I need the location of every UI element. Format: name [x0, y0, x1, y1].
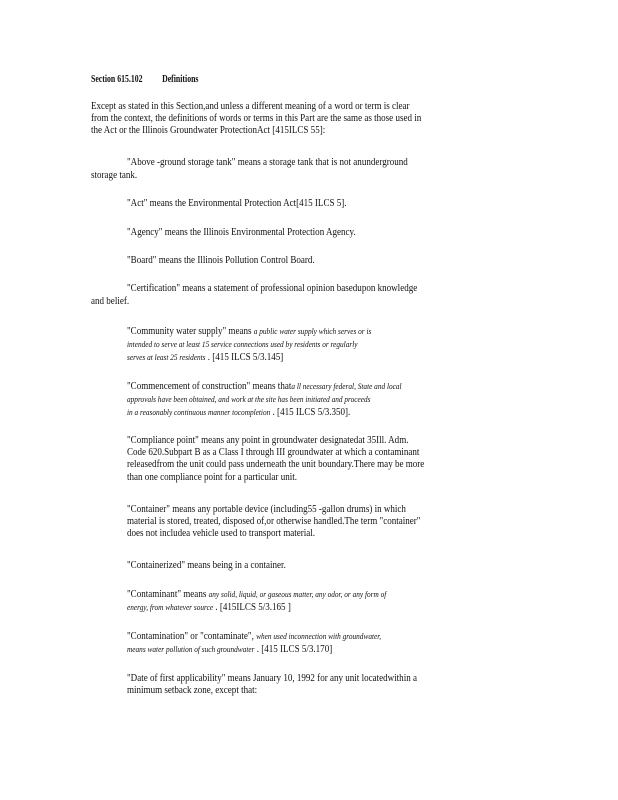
definition-text: "Certification" means a statement of professional opinion basedupon knowledge — [127, 283, 418, 294]
section-number: Section 615.102 — [91, 74, 143, 85]
definition-text: "Container" means any portable device (including55 -gallon drums) in which — [127, 504, 406, 515]
definition-date-of-first-applicability — [127, 673, 417, 697]
statutory-text: a ll necessary federal, State and local — [291, 381, 402, 391]
section-heading — [91, 74, 198, 85]
definition-text: "Agency" means the Illinois Environmental Protection Agency. — [127, 227, 356, 238]
definition-above-ground-storage-tank — [127, 157, 408, 169]
definition-container — [127, 504, 420, 541]
definition-text: material is stored, treated, disposed of,or otherwise handled.The term "container" — [127, 516, 421, 528]
definition-contaminant — [127, 588, 386, 614]
definition-certification — [127, 283, 417, 295]
statutory-text: serves at least 25 residents — [127, 352, 206, 363]
citation: . [415 ILCS 5/3.145] — [205, 352, 284, 364]
citation: . [415 ILCS 5/3.170] — [254, 644, 333, 656]
definition-term: "Commencement of construction" means that — [127, 381, 292, 392]
statutory-text: a public water supply which serves or is — [253, 326, 372, 336]
definition-contamination — [127, 630, 381, 656]
definition-commencement-of-construction — [127, 380, 402, 420]
statutory-text: when used inconnection with groundwater, — [256, 631, 382, 641]
intro-line: from the context, the definitions of words or terms in this Part are the same as those used in — [91, 113, 422, 125]
statutory-text: any solid, liquid, or gaseous matter, any odor, or any form of — [208, 589, 387, 599]
statutory-text: means water pollution of such groundwater — [127, 644, 255, 655]
definition-agency — [127, 227, 356, 239]
citation: . [415ILCS 5/3.165 ] — [213, 602, 291, 614]
definition-text: minimum setback zone, except that: — [127, 685, 258, 697]
definition-text: "Board" means the Illinois Pollution Control Board. — [127, 255, 315, 266]
definition-continuation: and belief. — [91, 296, 130, 307]
definition-text: Code 620.Subpart B as a Class I through III groundwater at which a contaminant — [127, 447, 420, 459]
definition-board — [127, 255, 315, 267]
definition-text: "Above -ground storage tank" means a storage tank that is not anunderground — [127, 157, 408, 168]
definition-text: "Act" means the Environmental Protection Act[415 ILCS 5]. — [127, 198, 347, 209]
statutory-text: approvals have been obtained, and work at the site has been initiated and proceeds — [127, 394, 371, 405]
statutory-text: energy, from whatever source — [127, 602, 214, 613]
definition-act — [127, 198, 347, 210]
definition-containerized — [127, 560, 286, 572]
statutory-text: intended to serve at least 15 service connections used by residents or regularly — [127, 339, 358, 350]
definition-text: does not includea vehicle used to transport material. — [127, 528, 316, 540]
definition-continuation: storage tank. — [91, 170, 138, 181]
intro-line: Except as stated in this Section,and unless a different meaning of a word or term is clear — [91, 101, 410, 112]
definition-term: "Contamination" or "contaminate", — [127, 631, 257, 642]
definition-community-water-supply — [127, 325, 371, 365]
definition-term: "Community water supply" means — [127, 326, 254, 337]
intro-line: the Act or the Illinois Groundwater ProtectionAct [415ILCS 55]: — [91, 125, 326, 137]
definition-text: releasedfrom the unit could pass underneath the unit boundary.There may be more — [127, 459, 425, 471]
definition-text: than one compliance point for a particular unit. — [127, 471, 298, 483]
statutory-text: in a reasonably continuous manner tocompletion — [127, 407, 271, 418]
definition-compliance-point — [127, 435, 424, 484]
definition-term: "Contaminant" means — [127, 589, 209, 600]
intro-paragraph — [91, 101, 421, 138]
citation: . [415 ILCS 5/3.350]. — [270, 407, 351, 419]
definition-text: "Date of first applicability" means January 10, 1992 for any unit locatedwithin a — [127, 673, 417, 684]
section-title: Definitions — [162, 74, 199, 85]
definition-text: "Compliance point" means any point in groundwater designatedat 35Ill. Adm. — [127, 435, 409, 446]
definition-text: "Containerized" means being in a container. — [127, 560, 286, 571]
